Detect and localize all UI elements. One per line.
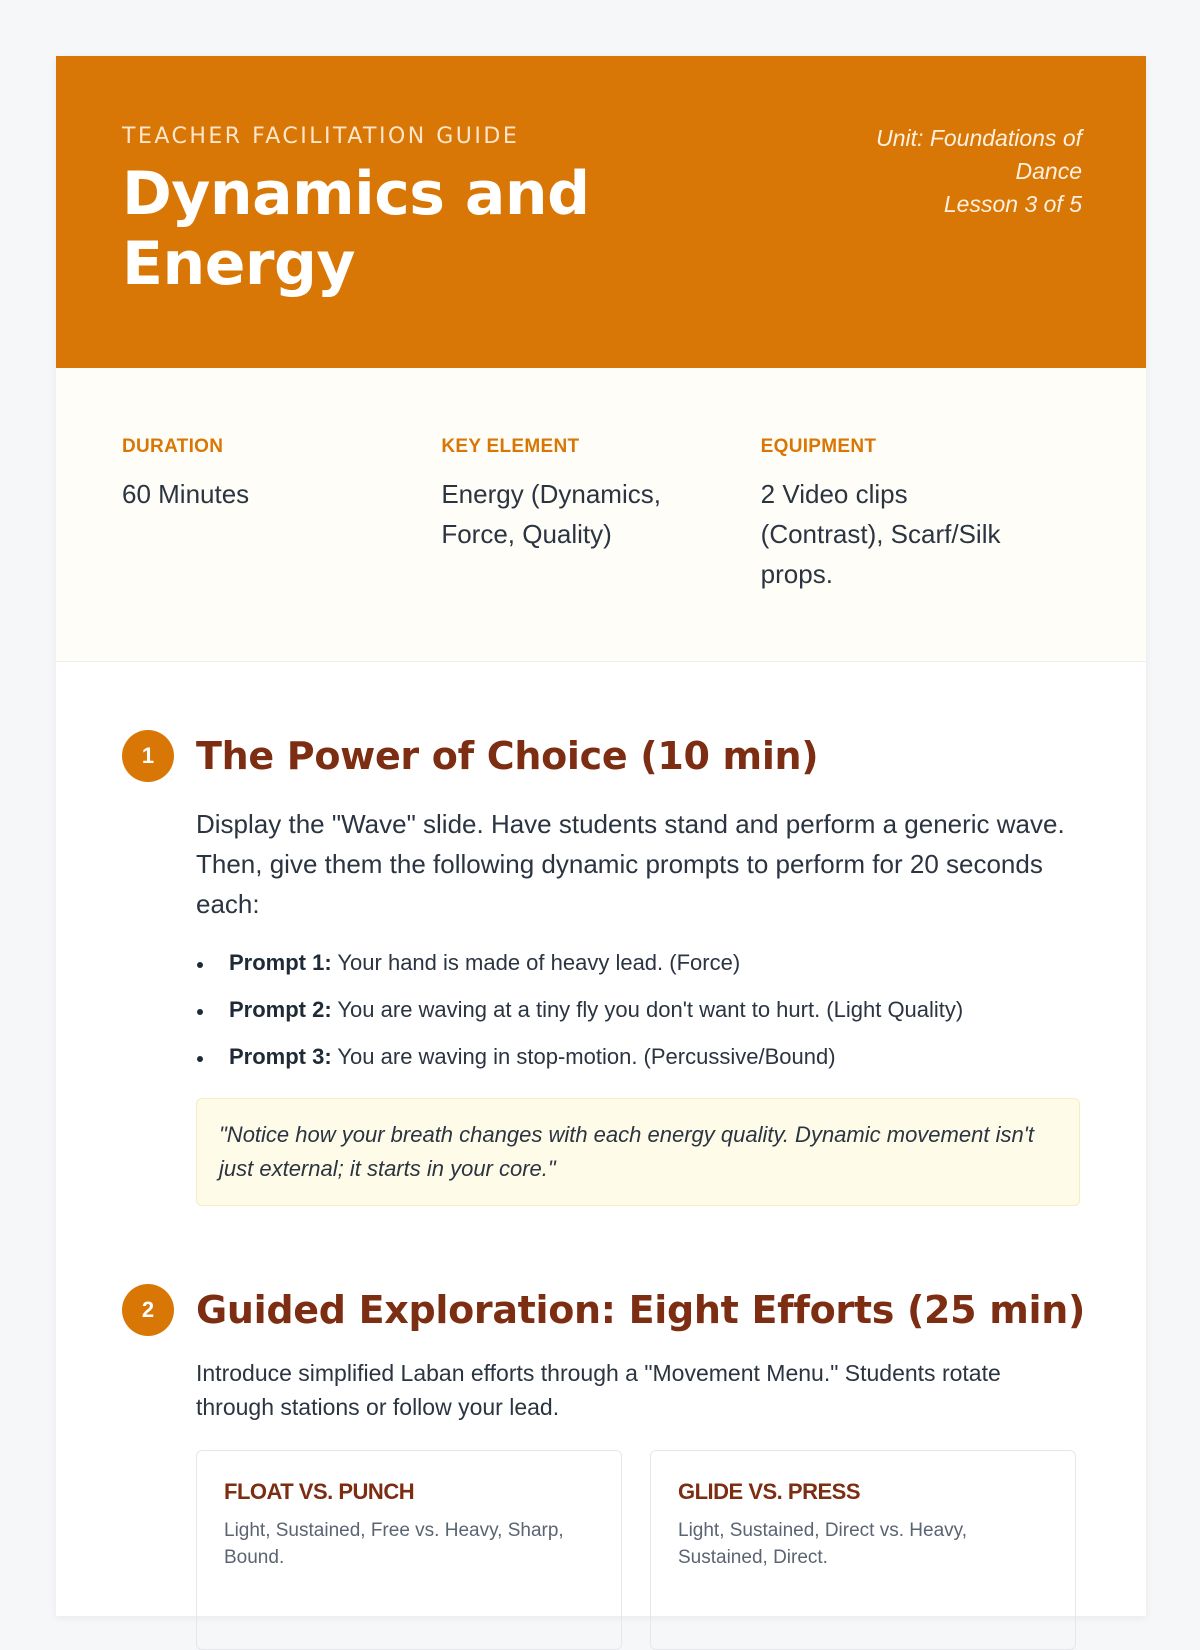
prompt-label: Prompt 3:: [229, 1044, 332, 1069]
effort-cards: [196, 1450, 1080, 1650]
section-title: The Power of Choice (10 min): [196, 734, 819, 778]
effort-description: Light, Sustained, Free vs. Heavy, Sharp, Bound.: [224, 1520, 564, 1568]
guide-kicker: TEACHER FACILITATION GUIDE: [122, 124, 520, 149]
effort-card-glide-press: [650, 1450, 1076, 1650]
step-number-badge: 1: [122, 730, 174, 782]
list-item: [196, 995, 1080, 1025]
section-body: [196, 804, 1080, 1206]
meta-value: 60 Minutes: [122, 479, 250, 509]
unit-name: Unit: Foundations of Dance: [876, 125, 1082, 184]
meta-value: 2 Video clips (Contrast), Scarf/Silk props.: [760, 479, 1001, 589]
unit-info: [822, 122, 1082, 221]
prompt-text: Your hand is made of heavy lead. (Force): [331, 950, 741, 975]
section-body: [196, 1356, 1080, 1650]
prompt-text: You are waving at a tiny fly you don't want to hurt. (Light Quality): [331, 997, 964, 1022]
effort-description: Light, Sustained, Direct vs. Heavy, Sustained, Direct.: [678, 1520, 967, 1568]
meta-value: Energy (Dynamics, Force, Quality): [441, 479, 661, 549]
lesson-meta: [56, 368, 1146, 662]
effort-title: GLIDE VS. PRESS: [678, 1479, 860, 1504]
prompt-text: You are waving in stop-motion. (Percussive/Bound): [331, 1044, 836, 1069]
section-title: Guided Exploration: Eight Efforts (25 min): [196, 1288, 1086, 1332]
step-number-badge: 2: [122, 1284, 174, 1336]
meta-label: KEY ELEMENT: [441, 436, 580, 457]
meta-label: DURATION: [122, 436, 224, 457]
meta-key-element: [441, 436, 760, 661]
guide-card: [56, 56, 1146, 1616]
meta-duration: [122, 436, 441, 661]
lesson-number: Lesson 3 of 5: [943, 191, 1082, 217]
section-power-of-choice: [56, 662, 1146, 1206]
meta-label: EQUIPMENT: [760, 436, 877, 457]
list-item: [196, 1042, 1080, 1072]
guide-header: [56, 56, 1146, 368]
section-heading: [122, 728, 1080, 784]
teacher-quote: "Notice how your breath changes with each energy quality. Dynamic movement isn't just external; it starts in your core.": [196, 1098, 1080, 1206]
prompt-label: Prompt 1:: [229, 950, 332, 975]
prompt-label: Prompt 2:: [229, 997, 332, 1022]
list-item: [196, 948, 1080, 978]
page-title: Dynamics and Energy: [122, 159, 590, 299]
effort-card-float-punch: [196, 1450, 622, 1650]
section-intro: Display the "Wave" slide. Have students stand and perform a generic wave. Then, give them the following dynamic prompts to perform for 20 seconds each:: [196, 809, 1065, 919]
section-intro: Introduce simplified Laban efforts through a "Movement Menu." Students rotate through stations or follow your lead.: [196, 1360, 1001, 1420]
prompt-list: [196, 948, 1080, 1072]
section-heading: [122, 1282, 1086, 1338]
meta-equipment: [761, 436, 1080, 661]
effort-title: FLOAT VS. PUNCH: [224, 1479, 415, 1504]
section-eight-efforts: [56, 1206, 1146, 1650]
